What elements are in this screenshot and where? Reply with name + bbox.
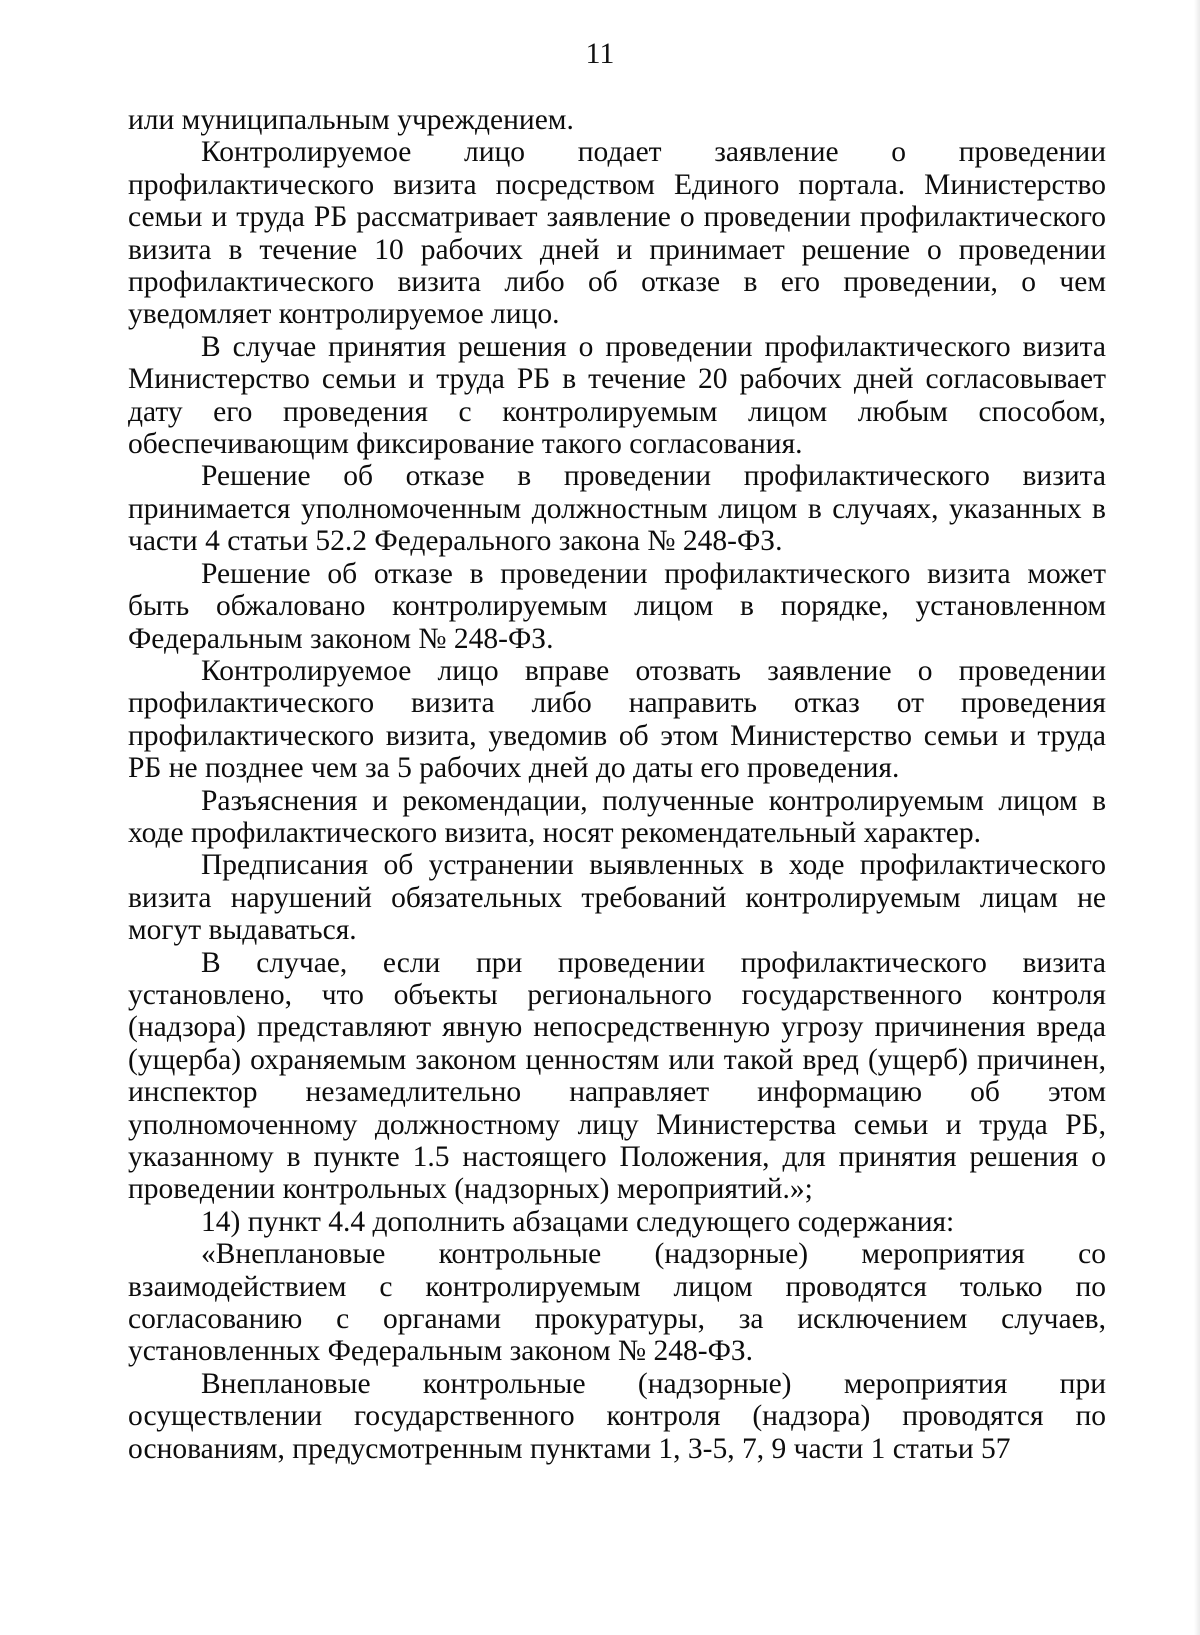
paragraph-item-14: 14) пункт 4.4 дополнить абзацами следующего содержания: (201, 1205, 955, 1238)
paragraph-unscheduled-grounds: Внеплановые контрольные (надзорные) мероприятия при осуществлении государственного контроля (надзора) проводятся по основаниям, предусмотренным пунктами 1, 3-5, 7, 9 части 1 статьи 57 (128, 1367, 1106, 1465)
paragraph-threat-case: В случае, если при проведении профилактического визита установлено, что объекты регионального государственного контроля (надзора) представляют явную непосредственную угрозу причинения вреда (ущерба) охраняемым законом ценностям или такой вред (ущерб) причинен, инспектор незамедлительно направляет информацию об этом уполномоченному должностному лицу Министерства семьи и труда РБ, указанному в пункте 1.5 настоящего Положения, для принятия решения о проведении контрольных (надзорных) мероприятий.»; (128, 946, 1106, 1206)
paragraph-refusal-appeal: Решение об отказе в проведении профилактического визита может быть обжаловано контролируемым лицом в порядке, установленном Федеральным законом № 248-ФЗ. (128, 557, 1106, 655)
paragraph-continuation: или муниципальным учреждением. (128, 104, 574, 136)
page-number: 11 (585, 37, 615, 70)
paragraph-unscheduled-agreement: «Внеплановые контрольные (надзорные) мероприятия со взаимодействием с контролируемым лицом проводятся только по согласованию с органами прокуратуры, за исключением случаев, установленных Федеральным законом № 248-ФЗ. (128, 1238, 1106, 1368)
document-body (128, 104, 1106, 1465)
paragraph-application: Контролируемое лицо подает заявление о проведении профилактического визита посредством Единого портала. Министерство семьи и труда РБ рассматривает заявление о проведении профилактического визита в течение 10 рабочих дней и принимает решение о проведении профилактического визита либо об отказе в его проведении, о чем уведомляет контролируемое лицо. (128, 136, 1106, 331)
paragraph-withdrawal: Контролируемое лицо вправе отозвать заявление о проведении профилактического визита либо направить отказ от проведения профилактического визита, уведомив об этом Министерство семьи и труда РБ не позднее чем за 5 рабочих дней до даты его проведения. (128, 654, 1106, 785)
paragraph-recommendations: Разъяснения и рекомендации, полученные контролируемым лицом в ходе профилактического визита, носят рекомендательный характер. (128, 784, 1106, 849)
paragraph-refusal-decision: Решение об отказе в проведении профилактического визита принимается уполномоченным должностным лицом в случаях, указанных в части 4 статьи 52.2 Федерального закона № 248-ФЗ. (128, 460, 1106, 558)
paragraph-date-agreement: В случае принятия решения о проведении профилактического визита Министерство семьи и труда РБ в течение 20 рабочих дней согласовывает дату его проведения с контролируемым лицом любым способом, обеспечивающим фиксирование такого согласования. (128, 330, 1106, 461)
scan-edge-shadow (1194, 0, 1200, 1635)
paragraph-prescriptions: Предписания об устранении выявленных в ходе профилактического визита нарушений обязательных требований контролируемым лицам не могут выдаваться. (128, 849, 1106, 947)
